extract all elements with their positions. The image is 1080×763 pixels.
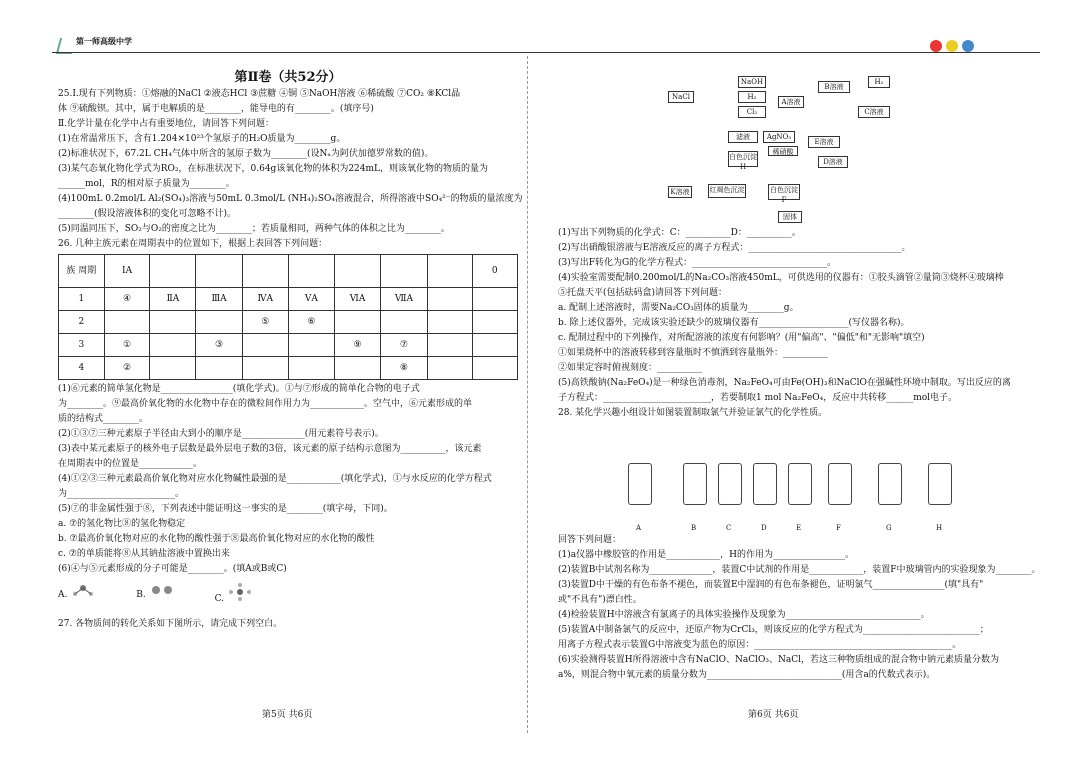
question-line: 子方程式：________________________，若要制取1 mol Na₂FeO₄，反应中共转移______mol电子。 <box>558 393 958 403</box>
header-rule <box>52 52 1040 53</box>
question-line: (2)①③⑦三种元素原子半径由大到小的顺序是______________(用元素符号表示)。 <box>58 429 384 439</box>
molecule-options <box>58 583 518 607</box>
apparatus-vessel <box>828 463 852 505</box>
apparatus-label: B <box>691 524 697 532</box>
apparatus-figure <box>558 423 998 533</box>
table-cell: ⑨ <box>334 334 380 357</box>
question-line: (2)装置B中试剂名称为______________，装置C中试剂的作用是____________，装置F中玻璃管内的实验现象为________。 <box>558 565 1041 575</box>
diagram-box: NaOH <box>738 76 766 88</box>
question-line: (1)a仪器中橡胶管的作用是____________，H的作用为________________。 <box>558 550 854 560</box>
question-line: (4)①②③三种元素最高价氧化物对应水化物碱性最强的是____________(填化学式)，①与水反应的化学方程式 <box>58 474 492 484</box>
table-cell <box>334 311 380 334</box>
question-line: ⑤托盘天平(包括砝码盒)请回答下列问题： <box>558 288 728 298</box>
table-cell <box>472 288 517 311</box>
question-line: 质的结构式________。 <box>58 414 149 424</box>
table-cell: ② <box>104 357 150 380</box>
question-line: Ⅱ.化学计量在化学中占有重要地位，请回答下列问题： <box>58 119 274 129</box>
table-cell <box>242 357 288 380</box>
table-cell <box>196 357 242 380</box>
question-line: (3)装置D中干燥的有色布条不褪色，而装置E中湿润的有色布条褪色，证明氯气________________(填"具有" <box>558 580 984 590</box>
diagram-box: H₂ <box>738 91 766 103</box>
apparatus-label: F <box>836 524 841 532</box>
diagram-box: AgNO₃ <box>763 131 795 143</box>
table-cell: ⅠA <box>104 255 150 288</box>
conversion-diagram <box>668 76 968 226</box>
option-a: A. <box>58 583 96 607</box>
table-cell: 0 <box>472 255 517 288</box>
apparatus-label: D <box>761 524 767 532</box>
table-cell <box>196 311 242 334</box>
diagram-box: D溶液 <box>818 156 848 168</box>
question-line: 体 ⑨硫酸钡。其中，属于电解质的是________，能导电的有________。(填序号) <box>58 104 374 114</box>
question-line: a. 配制上述溶液时，需要Na₂CO₃固体的质量为________g。 <box>558 303 799 313</box>
table-cell: ⅢA <box>196 288 242 311</box>
diagram-box: 固体 <box>778 211 802 223</box>
question-line: 用离子方程式表示装置G中溶液变为蓝色的原因：____________________________________________。 <box>558 640 962 650</box>
table-cell: ⅡA <box>150 288 196 311</box>
table-cell: ⑤ <box>242 311 288 334</box>
table-cell <box>472 334 517 357</box>
table-cell <box>427 311 472 334</box>
diagram-box: C溶液 <box>858 106 890 118</box>
school-name: 第一师高级中学 <box>76 36 132 46</box>
table-cell: ① <box>104 334 150 357</box>
page-number-left: 第5页 共6页 <box>262 710 313 720</box>
flower-decoration-icon <box>930 40 974 52</box>
table-cell <box>104 311 150 334</box>
question-line: ______mol，R的相对原子质量为________。 <box>58 179 235 189</box>
table-cell: ⑥ <box>288 311 334 334</box>
table-cell <box>381 311 427 334</box>
right-page <box>558 76 1041 683</box>
diagram-box: H₂ <box>868 76 890 88</box>
diagram-box: Cl₂ <box>738 106 766 118</box>
table-cell: ⅥA <box>334 288 380 311</box>
table-cell: 1 <box>59 288 105 311</box>
page-divider <box>527 56 528 733</box>
table-cell <box>150 311 196 334</box>
question-line: (5)⑦的非金属性强于⑧，下列表述中能证明这一事实的是________(填字母，下同)。 <box>58 504 393 514</box>
table-cell: 族 周期 <box>59 255 105 288</box>
section-title: 第Ⅱ卷（共52分） <box>234 70 342 85</box>
table-cell <box>242 334 288 357</box>
option-c: C. <box>215 583 253 607</box>
table-cell <box>288 255 334 288</box>
question-line: c. 配制过程中的下列操作，对所配溶液的浓度有何影响？(用"偏高"、"偏低"和"无影响"填空) <box>558 333 925 343</box>
diagram-box: 稀硝酸 <box>768 146 798 156</box>
table-cell <box>427 334 472 357</box>
diagram-box: E溶液 <box>808 136 840 148</box>
table-cell <box>288 334 334 357</box>
molecule-c-icon <box>227 583 253 601</box>
diagram-box: 白色沉淀F <box>770 186 798 204</box>
question-27: 27. 各物质间的转化关系如下图所示，请完成下列空白。 <box>58 619 283 629</box>
diagram-box: B溶液 <box>818 81 850 93</box>
question-line: a%，则混合物中氧元素的质量分数为______________________________(用含a的代数式表示)。 <box>558 670 936 680</box>
question-line: b. 除上述仪器外，完成该实验还缺少的玻璃仪器有____________________(写仪器名称)。 <box>558 318 910 328</box>
diagram-box: 滤液 <box>728 131 758 143</box>
question-line: (4)检验装置H中溶液含有氯离子的具体实验操作及现象为______________________________。 <box>558 610 930 620</box>
table-cell <box>288 357 334 380</box>
diagram-box: 红褐色沉淀 <box>708 184 746 198</box>
question-line: (4)实验室需要配制0.200mol/L的Na₂CO₃溶液450mL，可供选用的仪器有：①胶头滴管②量筒③烧杯④玻璃棒 <box>558 273 1004 283</box>
apparatus-vessel <box>718 463 742 505</box>
table-cell <box>150 357 196 380</box>
question-line: (2)写出硝酸银溶液与E溶液反应的离子方程式：__________________________________。 <box>558 243 911 253</box>
question-line: (6)④与⑤元素形成的分子可能是________。(填A或B或C) <box>58 564 287 574</box>
question-line: ________(假设溶液体积的变化可忽略不计)。 <box>58 209 237 219</box>
table-cell <box>427 357 472 380</box>
question-line: (1)在常温常压下，含有1.204×10²³个氢原子的H₂O质量为________g。 <box>58 134 346 144</box>
apparatus-vessel <box>788 463 812 505</box>
page-number-right: 第6页 共6页 <box>748 710 799 720</box>
apparatus-label: C <box>726 524 732 532</box>
table-cell <box>427 255 472 288</box>
apparatus-vessel <box>628 463 652 505</box>
table-cell <box>427 288 472 311</box>
table-row <box>59 311 518 334</box>
table-row <box>59 334 518 357</box>
question-line: 或"不具有")漂白性。 <box>558 595 642 605</box>
table-cell: ④ <box>104 288 150 311</box>
apparatus-label: E <box>796 524 802 532</box>
table-cell: ⅣA <box>242 288 288 311</box>
table-row <box>59 255 518 288</box>
table-cell: 3 <box>59 334 105 357</box>
table-cell <box>150 255 196 288</box>
molecule-a-icon <box>70 583 96 597</box>
periodic-table <box>58 254 518 380</box>
question-line: (2)标准状况下，67.2L CH₄气体中所含的氢原子数为________(设Nₐ为阿伏加德罗常数的值)。 <box>58 149 434 159</box>
table-cell <box>150 334 196 357</box>
question-line: (6)实验测得装置H所得溶液中含有NaClO、NaClO₃、NaCl，若这三种物质组成的混合物中钠元素质量分数为 <box>558 655 999 665</box>
apparatus-label: A <box>636 524 642 532</box>
diagram-box: A溶液 <box>778 96 804 108</box>
table-cell: ⑦ <box>381 334 427 357</box>
question-line: b. ⑦最高价氧化物对应的水化物的酸性强于⑧最高价氧化物对应的水化物的酸性 <box>58 534 375 544</box>
question-line: (3)表中某元素原子的核外电子层数是最外层电子数的3倍，该元素的原子结构示意图为__________，该元素 <box>58 444 482 454</box>
table-cell: 4 <box>59 357 105 380</box>
question-line: 为________________________。 <box>58 489 185 499</box>
question-line: 25.Ⅰ.现有下列物质：①熔融的NaCl ②液态HCl ③蔗糖 ④铜 ⑤NaOH溶液 ⑥稀硫酸 ⑦CO₂ ⑧KCl晶 <box>58 89 461 99</box>
question-line: (5)高铁酸钠(Na₂FeO₄)是一种绿色消毒剂，Na₂FeO₄可由Fe(OH)₃和NaClO在强碱性环境中制取。写出反应的离 <box>558 378 1011 388</box>
table-cell: ③ <box>196 334 242 357</box>
question-line: (1)⑥元素的简单氢化物是________________(填化学式)。①与⑦形成的简单化合物的电子式 <box>58 384 420 394</box>
table-cell <box>472 311 517 334</box>
apparatus-vessel <box>683 463 707 505</box>
apparatus-vessel <box>878 463 902 505</box>
table-cell: ⑧ <box>381 357 427 380</box>
table-cell: 2 <box>59 311 105 334</box>
question-line: (5)装置A中制备氯气的反应中，还原产物为CrCl₃，则该反应的化学方程式为__________________________； <box>558 625 989 635</box>
question-line: 回答下列问题： <box>558 535 622 545</box>
apparatus-label: H <box>936 524 943 532</box>
option-b: B. <box>136 583 174 607</box>
question-line: 为________。⑨最高价氧化物的水化物中存在的微粒间作用力为____________。空气中，⑥元素形成的单 <box>58 399 473 409</box>
table-cell <box>472 357 517 380</box>
table-row <box>59 288 518 311</box>
question-line: ①如果烧杯中的溶液转移到容量瓶时不慎洒到容量瓶外：__________ <box>558 348 829 358</box>
question-line: (5)同温同压下，SO₂与O₂的密度之比为________；若质量相同，两种气体的体积之比为________。 <box>58 224 450 234</box>
diagram-box: NaCl <box>668 91 694 103</box>
table-cell: ⅦA <box>381 288 427 311</box>
question-line: (3)某气态氧化物化学式为RO₂，在标准状况下，0.64g该氧化物的体积为224mL，则该氧化物的物质的量为 <box>58 164 489 174</box>
question-line: 在周期表中的位置是____________。 <box>58 459 203 469</box>
table-cell <box>334 357 380 380</box>
question-line: 26. 几种主族元素在周期表中的位置如下，根据上表回答下列问题： <box>58 239 328 249</box>
left-page <box>58 70 523 632</box>
question-line: (4)100mL 0.2mol/L Al₂(SO₄)₃溶液与50mL 0.3mol/L (NH₄)₂SO₄溶液混合，所得溶液中SO₄²⁻的物质的量浓度为 <box>58 194 523 204</box>
apparatus-label: G <box>886 524 892 532</box>
question-line: a. ⑦的氢化物比⑧的氢化物稳定 <box>58 519 186 529</box>
table-cell <box>242 255 288 288</box>
table-row <box>59 357 518 380</box>
table-cell <box>196 255 242 288</box>
question-line: (1)写出下列物质的化学式：C：__________D：__________。 <box>558 228 801 238</box>
question-line: c. ⑦的单质能将⑧从其钠盐溶液中置换出来 <box>58 549 230 559</box>
apparatus-vessel <box>753 463 777 505</box>
question-line: ②如果定容时俯视刻度：__________ <box>558 363 703 373</box>
table-cell <box>381 255 427 288</box>
question-line: (3)写出F转化为G的化学方程式：______________________________。 <box>558 258 837 268</box>
diagram-box: K溶液 <box>668 186 692 198</box>
diagram-box: 白色沉淀H <box>729 153 757 171</box>
table-cell: ⅤA <box>288 288 334 311</box>
molecule-b-icon <box>149 583 175 597</box>
question-line: 28. 某化学兴趣小组设计如图装置制取氯气并验证氯气的化学性质。 <box>558 408 828 418</box>
table-cell <box>334 255 380 288</box>
apparatus-vessel <box>928 463 952 505</box>
